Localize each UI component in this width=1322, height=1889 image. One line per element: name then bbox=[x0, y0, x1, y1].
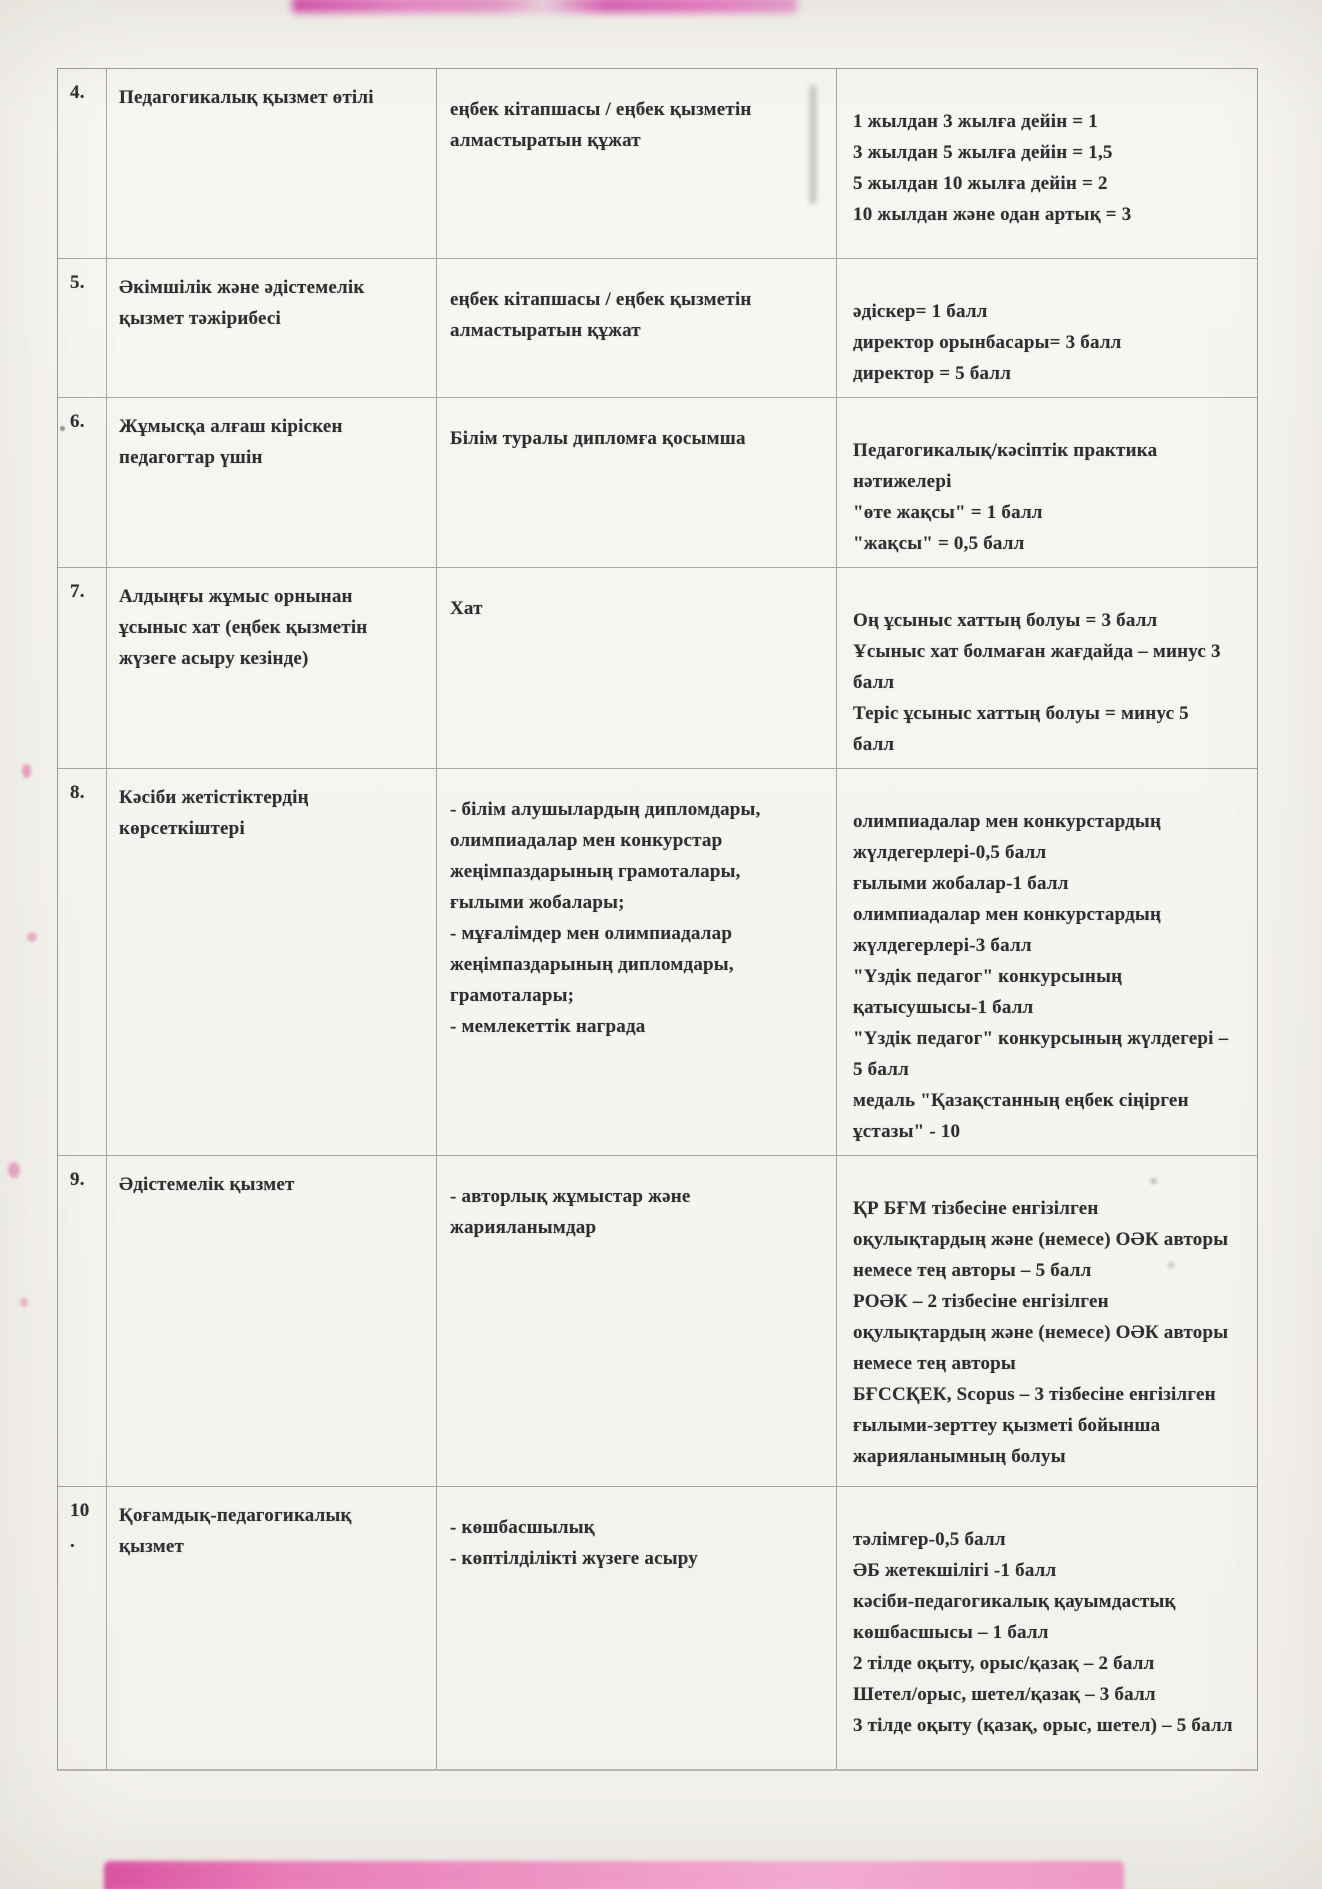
criterion-cell bbox=[106, 769, 436, 1155]
text-line: Оң ұсыныс хаттың болуы = 3 балл bbox=[853, 610, 1158, 631]
row-number-cell bbox=[58, 398, 106, 567]
text-line: - авторлық жұмыстар және жарияланымдар bbox=[450, 1186, 691, 1238]
text-line: Қоғамдық-педагогикалық қызмет bbox=[119, 1505, 352, 1557]
text-line: РОӘК – 2 тізбесіне енгізілген оқулықтардың және (немесе) ОӘК авторы немесе тең авторы bbox=[853, 1291, 1229, 1374]
text-line: Хат bbox=[450, 598, 483, 619]
points-cell bbox=[836, 769, 1257, 1155]
text-line: 10 bbox=[70, 1500, 90, 1521]
text-line: "Үздік педагог" конкурсының қатысушысы-1 балл bbox=[853, 966, 1123, 1018]
text-line: Ұсыныс хат болмаған жағдайда – минус 3 балл bbox=[853, 641, 1221, 693]
ink-speck bbox=[1150, 1178, 1157, 1184]
ink-speck bbox=[27, 932, 37, 942]
ink-speck bbox=[22, 764, 31, 778]
ink-speck bbox=[8, 1162, 20, 1178]
document-cell bbox=[436, 398, 836, 567]
text-line: 2 тілде оқыту, орыс/қазақ – 2 балл bbox=[853, 1653, 1155, 1674]
text-line: 5. bbox=[70, 272, 85, 293]
text-line: - көшбасшылық bbox=[450, 1517, 595, 1538]
text-line: еңбек кітапшасы / еңбек қызметін алмастыратын құжат bbox=[450, 289, 752, 341]
row-number-cell bbox=[58, 259, 106, 397]
text-line: ҚР БҒМ тізбесіне енгізілген оқулықтардың және (немесе) ОӘК авторы немесе тең авторы – 5 балл bbox=[853, 1198, 1229, 1281]
criterion-cell bbox=[106, 259, 436, 397]
text-line: кәсіби-педагогикалық қауымдастық көшбасшысы – 1 балл bbox=[853, 1591, 1176, 1643]
text-line: - мемлекеттік награда bbox=[450, 1016, 646, 1037]
row-number-cell bbox=[58, 568, 106, 768]
points-cell bbox=[836, 568, 1257, 768]
magenta-smudge-top bbox=[292, 0, 797, 13]
points-cell bbox=[836, 1487, 1257, 1769]
table-row bbox=[58, 259, 1257, 398]
text-line: Педагогикалық қызмет өтілі bbox=[119, 87, 374, 108]
text-line: Теріс ұсыныс хаттың болуы = минус 5 балл bbox=[853, 703, 1189, 755]
table-row bbox=[58, 1156, 1257, 1487]
sheet bbox=[57, 68, 1258, 1771]
text-line: 8. bbox=[70, 782, 85, 803]
text-line: әдіскер= 1 балл bbox=[853, 301, 988, 322]
text-line: 6. bbox=[70, 411, 85, 432]
criterion-cell bbox=[106, 568, 436, 768]
text-line: БҒССҚЕК, Scopus – 3 тізбесіне енгізілген ғылыми-зерттеу қызметі бойынша жарияланымның болуы bbox=[853, 1384, 1216, 1467]
row-number-cell bbox=[58, 769, 106, 1155]
text-line: Алдыңғы жұмыс орнынан ұсыныс хат (еңбек қызметін жүзеге асыру кезінде) bbox=[119, 586, 368, 669]
text-line: "Үздік педагог" конкурсының жүлдегері – 5 балл bbox=[853, 1028, 1229, 1080]
text-line: ӘБ жетекшілігі -1 балл bbox=[853, 1560, 1057, 1581]
document-cell bbox=[436, 69, 836, 258]
points-cell bbox=[836, 259, 1257, 397]
text-line: Педагогикалық/кәсіптік практика нәтижелері bbox=[853, 440, 1158, 492]
table-row bbox=[58, 69, 1257, 259]
points-cell bbox=[836, 1156, 1257, 1486]
text-line: 4. bbox=[70, 82, 85, 103]
table-row bbox=[58, 398, 1257, 568]
text-line: директор = 5 балл bbox=[853, 363, 1012, 384]
magenta-smudge-bottom bbox=[104, 1861, 1124, 1889]
document-cell bbox=[436, 769, 836, 1155]
text-line: ғылыми жобалар-1 балл bbox=[853, 873, 1069, 894]
text-line: - көптілділікті жүзеге асыру bbox=[450, 1548, 698, 1569]
ink-speck bbox=[1168, 1262, 1174, 1268]
text-line: директор орынбасары= 3 балл bbox=[853, 332, 1122, 353]
text-line: Жұмысқа алғаш кіріскен педагогтар үшін bbox=[119, 416, 343, 468]
text-line: 10 жылдан және одан артық = 3 bbox=[853, 204, 1132, 225]
text-line: медаль "Қазақстанның еңбек сіңірген ұстазы" - 10 bbox=[853, 1090, 1189, 1142]
text-line: 3 тілде оқыту (қазақ, орыс, шетел) – 5 балл bbox=[853, 1715, 1233, 1736]
text-line: "өте жақсы" = 1 балл bbox=[853, 502, 1043, 523]
text-line: 5 жылдан 10 жылға дейін = 2 bbox=[853, 173, 1108, 194]
score-table bbox=[57, 68, 1258, 1771]
text-line: 3 жылдан 5 жылға дейін = 1,5 bbox=[853, 142, 1113, 163]
text-line: 9. bbox=[70, 1169, 85, 1190]
text-line: олимпиадалар мен конкурстардың жүлдегерлері-0,5 балл bbox=[853, 811, 1162, 863]
row-number-cell bbox=[58, 69, 106, 258]
ink-speck bbox=[60, 426, 65, 431]
criterion-cell bbox=[106, 1487, 436, 1769]
text-line: тәлімгер-0,5 балл bbox=[853, 1529, 1006, 1550]
text-line: Әдістемелік қызмет bbox=[119, 1174, 295, 1195]
criterion-cell bbox=[106, 1156, 436, 1486]
text-line: - мұғалімдер мен олимпиадалар жеңімпаздарының дипломдары, грамоталары; bbox=[450, 923, 734, 1006]
text-line: Кәсіби жетістіктердің көрсеткіштері bbox=[119, 787, 309, 839]
document-cell bbox=[436, 568, 836, 768]
text-line: - білім алушылардың дипломдары, олимпиадалар мен конкурстар жеңімпаздарының грамоталары, ғылыми жобалары; bbox=[450, 799, 761, 913]
text-line: 1 жылдан 3 жылға дейін = 1 bbox=[853, 111, 1098, 132]
text-line: Шетел/орыс, шетел/қазақ – 3 балл bbox=[853, 1684, 1156, 1705]
points-cell bbox=[836, 398, 1257, 567]
text-line: Әкімшілік және әдістемелік қызмет тәжірибесі bbox=[119, 277, 365, 329]
document-cell bbox=[436, 259, 836, 397]
criterion-cell bbox=[106, 69, 436, 258]
row-number-cell bbox=[58, 1487, 106, 1769]
row-number-cell bbox=[58, 1156, 106, 1486]
document-cell bbox=[436, 1156, 836, 1486]
text-line: олимпиадалар мен конкурстардың жүлдегерлері-3 балл bbox=[853, 904, 1162, 956]
text-line: . bbox=[70, 1531, 75, 1552]
document-cell bbox=[436, 1487, 836, 1769]
text-line: еңбек кітапшасы / еңбек қызметін алмастыратын құжат bbox=[450, 99, 752, 151]
ink-speck bbox=[20, 1298, 28, 1307]
text-line: "жақсы" = 0,5 балл bbox=[853, 533, 1025, 554]
table-row bbox=[58, 1487, 1257, 1770]
criterion-cell bbox=[106, 398, 436, 567]
table-row bbox=[58, 568, 1257, 769]
text-line: Білім туралы дипломға қосымша bbox=[450, 428, 746, 449]
points-cell bbox=[836, 69, 1257, 258]
text-line: 7. bbox=[70, 581, 85, 602]
table-row bbox=[58, 769, 1257, 1156]
